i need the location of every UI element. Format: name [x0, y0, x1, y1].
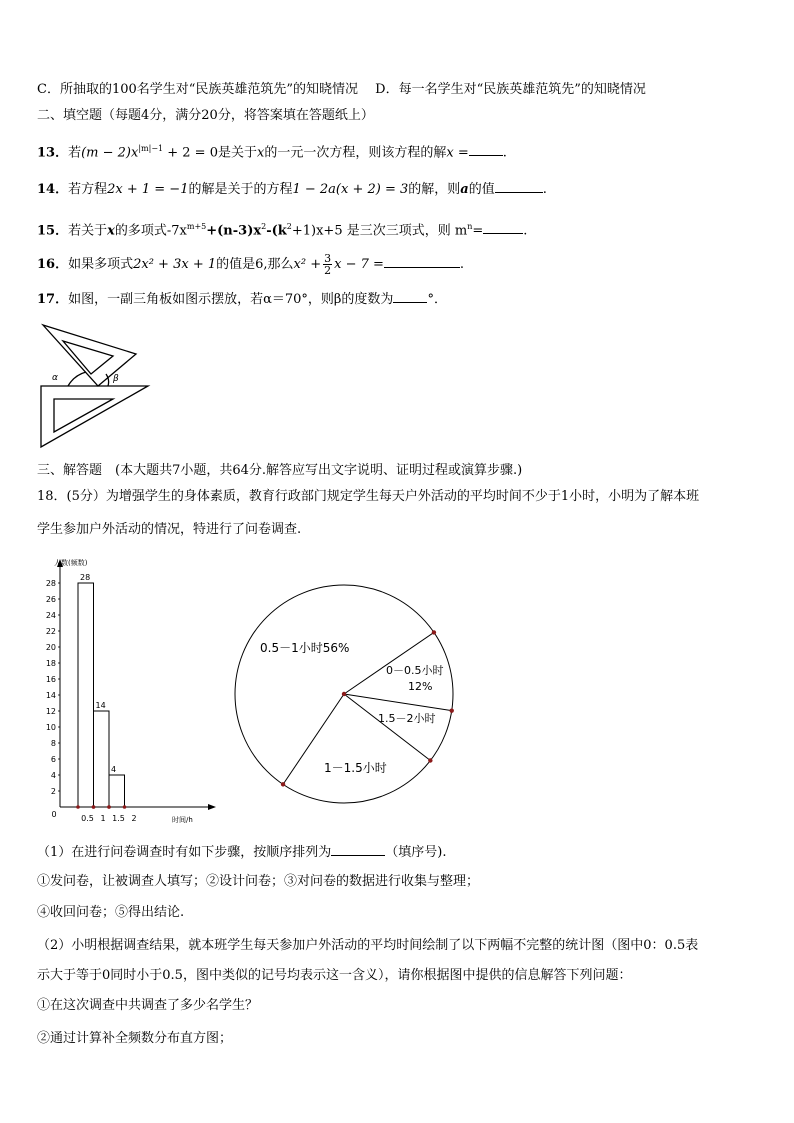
pie-label-1.5-2: 1.5－2小时: [378, 712, 436, 725]
q15-text3: +(n-3)x: [206, 223, 262, 239]
question-14: [37, 180, 547, 199]
section2-title: 二、填空题（每题4分，满分20分，将答案填在答题纸上）: [37, 108, 374, 123]
q14-eq2: 1 − 2a(x + 2) = 3: [292, 182, 409, 197]
pie-chart: [230, 582, 465, 812]
q14-number: 14．: [37, 182, 69, 197]
beta-label: β: [113, 374, 119, 384]
hist-bar: [94, 711, 110, 807]
pie-slice-boundary: [344, 694, 430, 761]
hist-y-tick-label: 2: [50, 787, 56, 796]
q16-eq1: 2x² + 3x + 1: [133, 257, 217, 272]
q15-text1: 若关于: [68, 223, 108, 239]
q17-end: °．: [427, 292, 447, 307]
pie-boundary-point: [281, 782, 285, 786]
alpha-arc: [68, 372, 86, 386]
large-triangle-outer: [41, 386, 148, 447]
hist-x-tick-label: 1.5: [112, 814, 125, 823]
hist-bar-label: 4: [111, 765, 117, 774]
q15-text4: -(k: [266, 223, 287, 239]
pie-label-0-0.5-a: 0－0.5小时: [386, 664, 444, 677]
q13-equation-rest: + 2 = 0: [163, 145, 218, 161]
q14-eq1: 2x + 1 = −1: [107, 182, 189, 197]
q16-pre: 如果多项式: [68, 257, 134, 272]
q15-exp3: 2: [286, 222, 292, 231]
q13-pre: 若: [68, 145, 82, 161]
hist-bar: [109, 775, 125, 807]
hist-x-tick-label: 0.5: [81, 814, 94, 823]
q17-answer-blank[interactable]: [393, 290, 427, 303]
q15-text5: +1)x+5 是三次三项式，则 m: [291, 223, 468, 239]
q13-post: 的一元一次方程，则该方程的解: [264, 145, 447, 161]
pie-slice-boundary: [344, 694, 452, 711]
steps-line1: ①发问卷，让被调查人填写；②设计问卷；③对问卷的数据进行收集与整理；: [37, 874, 480, 889]
frequency-histogram: [40, 555, 220, 827]
q13-answer-label: x =: [446, 145, 469, 161]
q13-answer-blank[interactable]: [469, 143, 503, 156]
q14-post: 的解，则: [408, 182, 461, 197]
hist-x-arrow: [208, 804, 216, 810]
question-b: ②通过计算补全频数分布直方图；: [37, 1031, 233, 1046]
q17-text: 如图，一副三角板如图示摆放，若α＝70°，则β的度数为: [68, 292, 394, 307]
q18-line1: 18．(5分）为增强学生的身体素质，教育行政部门规定学生每天户外活动的平均时间不少于1小时，小明为了解本班: [37, 489, 700, 504]
sub2-line1: （2）小明根据调查结果，就本班学生每天参加户外活动的平均时间绘制了以下两幅不完整的统计图（图中0：0.5表: [37, 938, 699, 953]
hist-point: [107, 805, 111, 809]
q15-x: x: [107, 223, 115, 239]
q16-answer-blank[interactable]: [384, 255, 460, 268]
pie-label-0.5-1: 0.5－1小时56%: [260, 641, 350, 655]
hist-bar-label: 14: [95, 701, 106, 710]
options-line: C．所抽取的100名学生对“民族英雄范筑先”的知晓情况 D．每一名学生对“民族英雄范筑先”的知晓情况: [37, 82, 646, 97]
hist-bar-label: 28: [80, 573, 91, 582]
hist-y-tick-label: 4: [50, 771, 56, 780]
sub-question-1: [37, 843, 447, 862]
hist-point: [92, 805, 96, 809]
q15-number: 15．: [37, 223, 69, 239]
steps-line2: ④收回问卷；⑤得出结论.: [37, 905, 185, 920]
q14-answer-blank[interactable]: [495, 180, 543, 193]
q14-pre: 若方程: [68, 182, 108, 197]
hist-y-tick-label: 12: [45, 707, 56, 716]
q16-fraction-numerator: 3: [324, 252, 332, 265]
q13-var: x: [257, 145, 265, 161]
hist-y-tick-label: 26: [45, 595, 56, 604]
sub2-line2: 示大于等于0同时小于0.5，图中类似的记号均表示这一含义），请你根据图中提供的信息解答下列问题：: [37, 968, 632, 983]
q16-number: 16．: [37, 257, 69, 272]
question-a: ①在这次调查中共调查了多少名学生？: [37, 998, 259, 1013]
q15-text2: 的多项式-7x: [114, 223, 187, 239]
small-triangle-inner: [63, 341, 113, 374]
q16-eq2b: x − 7 =: [334, 257, 384, 272]
pie-boundary-point: [428, 758, 432, 762]
hist-x-tick-label: 1: [100, 814, 106, 823]
q13-mid: 是关于: [217, 145, 257, 161]
q16-fraction: [323, 253, 332, 276]
q15-exp4: n: [467, 222, 473, 231]
section3-title: 三、解答题 (本大题共7小题，共64分.解答应写出文字说明、证明过程或演算步骤.): [37, 463, 523, 478]
hist-point: [123, 805, 127, 809]
hist-x-tick-label: 2: [131, 814, 137, 823]
q18-line2: 学生参加户外活动的情况，特进行了问卷调查.: [37, 522, 302, 537]
hist-x-label: 时间/h: [172, 816, 193, 824]
sub1-end: （填序号).: [385, 845, 447, 860]
q15-text6: =: [472, 223, 484, 239]
question-17: [37, 290, 447, 309]
q13-end: .: [502, 145, 507, 161]
q14-post2: 的值: [468, 182, 495, 197]
hist-y-tick-label: 10: [45, 723, 56, 732]
pie-boundary-point: [432, 630, 436, 634]
pie-boundary-point: [450, 708, 454, 712]
q16-eq2a: x² +: [293, 257, 322, 272]
q16-end: .: [459, 257, 465, 272]
hist-y-tick-label: 16: [45, 675, 56, 684]
q16-mid: 的值是6,那么: [216, 257, 294, 272]
pie-label-0-0.5-b: 12%: [408, 680, 433, 693]
q15-end: .: [523, 223, 528, 239]
hist-y-tick-label: 24: [45, 611, 56, 620]
large-triangle-inner: [54, 399, 113, 432]
hist-y-tick-label: 20: [45, 643, 56, 652]
q14-end: .: [542, 182, 547, 197]
question-16: [37, 253, 464, 276]
q13-equation: (m − 2)x: [81, 145, 139, 161]
pie-center-point: [342, 692, 346, 696]
q15-answer-blank[interactable]: [483, 221, 523, 234]
hist-y-tick-label: 28: [45, 579, 56, 588]
hist-bar: [78, 583, 94, 807]
q14-mid: 的解是关于的方程: [188, 182, 293, 197]
hist-y-tick-label: 8: [50, 739, 56, 748]
hist-y-tick-label: 6: [50, 755, 56, 764]
q16-fraction-denominator: 2: [324, 264, 332, 277]
q13-number: 13．: [37, 145, 69, 161]
sub1-text: （1）在进行问卷调查时有如下步骤，按顺序排列为: [37, 845, 332, 860]
hist-x-tick-label: 0: [51, 810, 57, 819]
hist-point: [76, 805, 80, 809]
hist-y-tick-label: 14: [45, 691, 56, 700]
question-13: [37, 140, 507, 162]
q15-exp2: 2: [261, 222, 267, 231]
q17-number: 17．: [37, 292, 69, 307]
question-15: [37, 218, 527, 240]
hist-y-label: 人数(频数): [54, 559, 88, 567]
q14-a: a: [460, 182, 469, 197]
hist-y-tick-label: 18: [45, 659, 56, 668]
alpha-label: α: [52, 373, 58, 383]
q15-exp1: m+5: [186, 222, 207, 231]
q13-exponent: |m|−1: [138, 144, 164, 153]
beta-arc: [106, 374, 109, 386]
pie-label-1-1.5: 1－1.5小时: [324, 761, 387, 775]
hist-y-tick-label: 22: [45, 627, 56, 636]
sub1-answer-blank[interactable]: [331, 843, 385, 856]
set-square-figure: [38, 320, 153, 450]
